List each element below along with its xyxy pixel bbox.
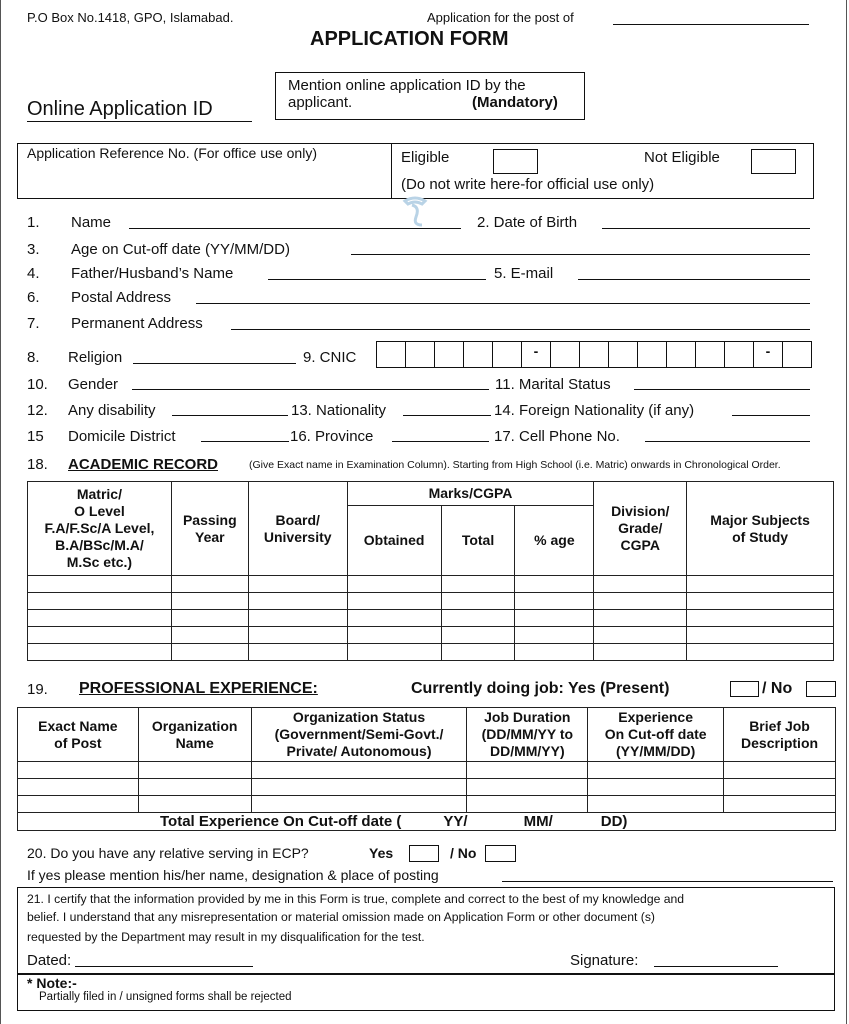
foreign-nationality-field[interactable] [732,415,810,416]
disability-field[interactable] [172,415,288,416]
cnic-dash: - [522,342,551,367]
total-experience-label: Total Experience On Cut-off date ( [160,813,402,830]
domicile-field[interactable] [201,441,289,442]
nationality-label: 13. Nationality [291,402,387,419]
col-marks: Marks/CGPA [347,482,594,506]
province-field[interactable] [392,441,489,442]
age-label: Age on Cut-off date (YY/MM/DD) [71,241,290,258]
col-percentage: % age [515,506,594,576]
page-title: APPLICATION FORM [310,28,509,50]
cnic-cell[interactable] [667,342,696,367]
post-field[interactable] [613,24,809,25]
cnic-cell[interactable] [377,342,406,367]
office-divider [391,143,392,198]
not-eligible-label: Not Eligible [644,149,720,166]
col-passing-year: Passing Year [171,482,248,576]
cnic-label: 9. CNIC [303,349,357,366]
experience-table [17,707,836,831]
cnic-cell[interactable] [580,342,609,367]
field-1-number: 1. [27,214,40,231]
table-row [28,576,834,593]
relative-no-label: / No [450,845,477,861]
col-obtained: Obtained [347,506,441,576]
cnic-input[interactable] [376,341,812,368]
age-field[interactable] [351,254,810,255]
page-border-right [846,0,847,1024]
eligible-label: Eligible [401,149,450,166]
relative-yes-label: Yes [369,845,394,861]
table-row [28,593,834,610]
field-10-number: 10. [27,376,48,393]
field-12-number: 12. [27,402,48,419]
relative-question: 20. Do you have any relative serving in ECP? [27,845,309,861]
relative-mention-label: If yes please mention his/her name, designation & place of posting [27,867,439,883]
email-label: 5. E-mail [494,265,554,282]
dob-field[interactable] [602,228,810,229]
notice-mandatory: (Mandatory) [472,94,558,111]
signature-label: Signature: [570,952,639,969]
col-job-description: Brief Job Description [724,708,836,762]
note-text: Partially filed in / unsigned forms shall be rejected [39,991,292,1003]
col-board: Board/ University [248,482,347,576]
father-name-label: Father/Husband’s Name [71,265,234,282]
field-6-number: 6. [27,289,40,306]
table-row [28,627,834,644]
cnic-cell[interactable] [464,342,493,367]
table-row [28,644,834,661]
current-job-yes-checkbox[interactable] [730,681,759,697]
postal-address-field[interactable] [196,303,810,304]
religion-label: Religion [68,349,123,366]
eligible-checkbox[interactable] [493,149,538,174]
field-15-number: 15 [27,428,44,445]
father-name-field[interactable] [268,279,486,280]
online-id-underline [27,121,252,122]
current-job-no-label: / No [762,680,793,697]
col-job-duration: Job Duration (DD/MM/YY to DD/MM/YY) [467,708,588,762]
current-job-label: Currently doing job: Yes (Present) [411,680,670,697]
not-eligible-checkbox[interactable] [751,149,796,174]
declaration-line2: belief. I understand that any misrepresentation or material omission made on Application Form or other document (s) [27,910,655,924]
col-post-name: Exact Name of Post [18,708,139,762]
relative-yes-checkbox[interactable] [409,845,439,862]
postal-address-label: Postal Address [71,289,172,306]
foreign-nationality-label: 14. Foreign Nationality (if any) [494,402,695,419]
marital-status-label: 11. Marital Status [495,376,611,393]
table-row [28,610,834,627]
academic-number: 18. [27,456,48,473]
field-3-number: 3. [27,241,40,258]
dob-label: 2. Date of Birth [477,214,578,231]
notice-line1: Mention online application ID by the [288,77,526,94]
academic-title: ACADEMIC RECORD [68,456,218,473]
address: P.O Box No.1418, GPO, Islamabad. [27,10,234,25]
total-mm: MM/ [523,813,553,830]
signature-field[interactable] [654,966,778,967]
disability-label: Any disability [68,402,156,419]
domicile-label: Domicile District [68,428,176,445]
dated-label: Dated: [27,952,72,969]
cnic-cell[interactable] [696,342,725,367]
cnic-cell[interactable] [609,342,638,367]
nationality-field[interactable] [403,415,491,416]
field-4-number: 4. [27,265,40,282]
table-row [18,779,836,796]
col-organization: Organization Name [138,708,251,762]
cnic-cell[interactable] [783,342,811,367]
permanent-address-label: Permanent Address [71,315,203,332]
col-major-subjects: Major Subjects of Study [687,482,834,576]
page-border-left [0,0,1,1024]
office-note: (Do not write here-for official use only) [401,176,655,193]
current-job-no-checkbox[interactable] [806,681,836,697]
cnic-cell[interactable] [406,342,435,367]
total-experience-row [18,813,836,831]
cnic-dash: - [754,342,783,367]
marital-status-field[interactable] [634,389,810,390]
cell-phone-label: 17. Cell Phone No. [494,428,620,445]
cnic-cell[interactable] [435,342,464,367]
permanent-address-field[interactable] [231,329,810,330]
declaration-line1: 21. I certify that the information provided by me in this Form is true, complete and correct to the best of my knowledge and [27,892,685,906]
total-yy: YY/ [443,813,468,830]
declaration-line3: requested by the Department may result in my disqualification for the test. [27,930,425,944]
name-field[interactable] [129,228,461,229]
field-8-number: 8. [27,349,40,366]
col-division: Division/ Grade/ CGPA [594,482,687,576]
notice-line2: applicant. [288,94,353,111]
col-exam: Matric/ O Level F.A/F.Sc/A Level, B.A/BSc/M.A/ M.Sc etc.) [28,482,172,576]
cnic-cell[interactable] [638,342,667,367]
email-field[interactable] [578,279,810,280]
col-total: Total [441,506,515,576]
table-row [18,762,836,779]
online-id-label: Online Application ID [27,98,213,120]
religion-field[interactable] [133,363,296,364]
cnic-cell[interactable] [493,342,522,367]
field-7-number: 7. [27,315,40,332]
province-label: 16. Province [290,428,374,445]
academic-note: (Give Exact name in Examination Column). Starting from High School (i.e. Matric) onwards in Chronological Order. [249,459,781,471]
col-experience: Experience On Cut-off date (YY/MM/DD) [588,708,724,762]
gender-label: Gender [68,376,119,393]
table-row [18,796,836,813]
dated-field[interactable] [75,966,253,967]
watermark-logo-icon [400,195,430,229]
col-org-status: Organization Status (Government/Semi-Govt./ Private/ Autonomous) [251,708,467,762]
total-dd: DD) [600,813,628,830]
relative-details-field[interactable] [502,881,833,882]
ref-label: Application Reference No. (For office use only) [27,145,317,161]
cell-phone-field[interactable] [645,441,810,442]
professional-title: PROFESSIONAL EXPERIENCE: [79,680,318,697]
academic-table [27,481,834,661]
relative-no-checkbox[interactable] [485,845,516,862]
cnic-cell[interactable] [551,342,580,367]
post-label: Application for the post of [427,10,574,25]
cnic-cell[interactable] [725,342,754,367]
gender-field[interactable] [132,389,489,390]
note-title: * Note:- [27,975,77,991]
professional-number: 19. [27,681,48,698]
name-label: Name [71,214,112,231]
